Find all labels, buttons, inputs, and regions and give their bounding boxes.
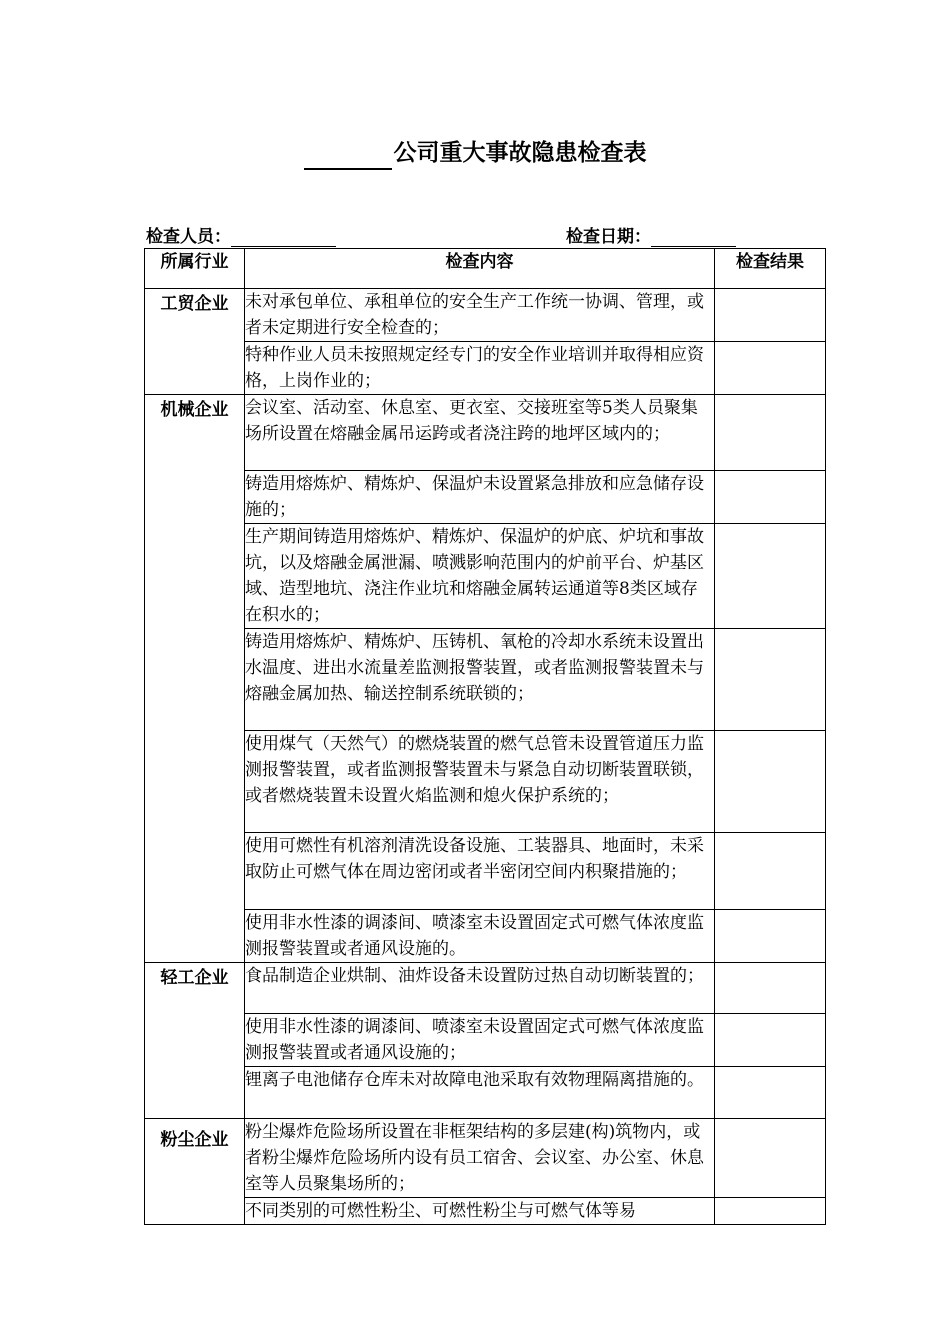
- table-row: [145, 471, 826, 524]
- inspector-blank: [231, 228, 336, 247]
- table-row: [145, 1067, 826, 1119]
- table-row: [145, 1198, 826, 1225]
- table-row: [145, 342, 826, 395]
- date-blank: [651, 228, 736, 247]
- check-item: 食品制造企业烘制、油炸设备未设置防过热自动切断装置的；: [245, 963, 715, 1014]
- table-row: [145, 524, 826, 629]
- check-item: 未对承包单位、承租单位的安全生产工作统一协调、管理，或者未定期进行安全检查的；: [245, 289, 715, 342]
- result-cell[interactable]: [715, 629, 826, 731]
- table-row: [145, 1119, 826, 1198]
- table-row: [145, 731, 826, 833]
- inspector-label: 检查人员：: [146, 227, 231, 247]
- check-item: 生产期间铸造用熔炼炉、精炼炉、保温炉的炉底、炉坑和事故坑，以及熔融金属泄漏、喷溅影响范围内的炉前平台、炉基区域、造型地坑、浇注作业坑和熔融金属转运通道等8类区域存在积水的；: [245, 524, 715, 629]
- header-industry: 所属行业: [145, 249, 245, 289]
- table-row: [145, 395, 826, 471]
- industry-cell: 工贸企业: [145, 289, 245, 395]
- table-row: [145, 289, 826, 342]
- result-cell[interactable]: [715, 1119, 826, 1198]
- check-item: 锂离子电池储存仓库未对故障电池采取有效物理隔离措施的。: [245, 1067, 715, 1119]
- industry-cell: 机械企业: [145, 395, 245, 963]
- check-item: 特种作业人员未按照规定经专门的安全作业培训并取得相应资格，上岗作业的；: [245, 342, 715, 395]
- table-row: [145, 629, 826, 731]
- header-result: 检查结果: [715, 249, 826, 289]
- inspector-field: [146, 224, 336, 250]
- table-row: [145, 910, 826, 963]
- title-text: 公司重大事故隐患检查表: [393, 140, 647, 166]
- header-row: [145, 249, 826, 289]
- table-row: [145, 833, 826, 910]
- check-item: 使用非水性漆的调漆间、喷漆室未设置固定式可燃气体浓度监测报警装置或者通风设施的；: [245, 1014, 715, 1067]
- date-label: 检查日期：: [566, 227, 651, 247]
- result-cell[interactable]: [715, 289, 826, 342]
- industry-cell: 粉尘企业: [145, 1119, 245, 1225]
- check-item: 铸造用熔炼炉、精炼炉、保温炉未设置紧急排放和应急储存设施的；: [245, 471, 715, 524]
- result-cell[interactable]: [715, 731, 826, 833]
- inspection-table: [144, 248, 826, 1225]
- table-row: [145, 963, 826, 1014]
- check-item: 会议室、活动室、休息室、更衣室、交接班室等5类人员聚集场所设置在熔融金属吊运跨或者浇注跨的地坪区域内的；: [245, 395, 715, 471]
- result-cell[interactable]: [715, 1198, 826, 1225]
- check-item: 粉尘爆炸危险场所设置在非框架结构的多层建(构)筑物内，或者粉尘爆炸危险场所内设有员工宿舍、会议室、办公室、休息室等人员聚集场所的；: [245, 1119, 715, 1198]
- result-cell[interactable]: [715, 342, 826, 395]
- check-item: 不同类别的可燃性粉尘、可燃性粉尘与可燃气体等易: [245, 1198, 715, 1225]
- result-cell[interactable]: [715, 395, 826, 471]
- result-cell[interactable]: [715, 833, 826, 910]
- header-content: 检查内容: [245, 249, 715, 289]
- result-cell[interactable]: [715, 910, 826, 963]
- date-field: [566, 224, 736, 250]
- result-cell[interactable]: [715, 1067, 826, 1119]
- document-title: [0, 136, 950, 170]
- result-cell[interactable]: [715, 963, 826, 1014]
- check-item: 使用非水性漆的调漆间、喷漆室未设置固定式可燃气体浓度监测报警装置或者通风设施的。: [245, 910, 715, 963]
- industry-cell: 轻工企业: [145, 963, 245, 1119]
- check-item: 铸造用熔炼炉、精炼炉、压铸机、氧枪的冷却水系统未设置出水温度、进出水流量差监测报警装置，或者监测报警装置未与熔融金属加热、输送控制系统联锁的；: [245, 629, 715, 731]
- check-item: 使用煤气（天然气）的燃烧装置的燃气总管未设置管道压力监测报警装置，或者监测报警装置未与紧急自动切断装置联锁，或者燃烧装置未设置火焰监测和熄火保护系统的；: [245, 731, 715, 833]
- table-row: [145, 1014, 826, 1067]
- result-cell[interactable]: [715, 524, 826, 629]
- company-name-blank: [304, 142, 392, 170]
- check-item: 使用可燃性有机溶剂清洗设备设施、工装器具、地面时，未采取防止可燃气体在周边密闭或者半密闭空间内积聚措施的；: [245, 833, 715, 910]
- result-cell[interactable]: [715, 471, 826, 524]
- result-cell[interactable]: [715, 1014, 826, 1067]
